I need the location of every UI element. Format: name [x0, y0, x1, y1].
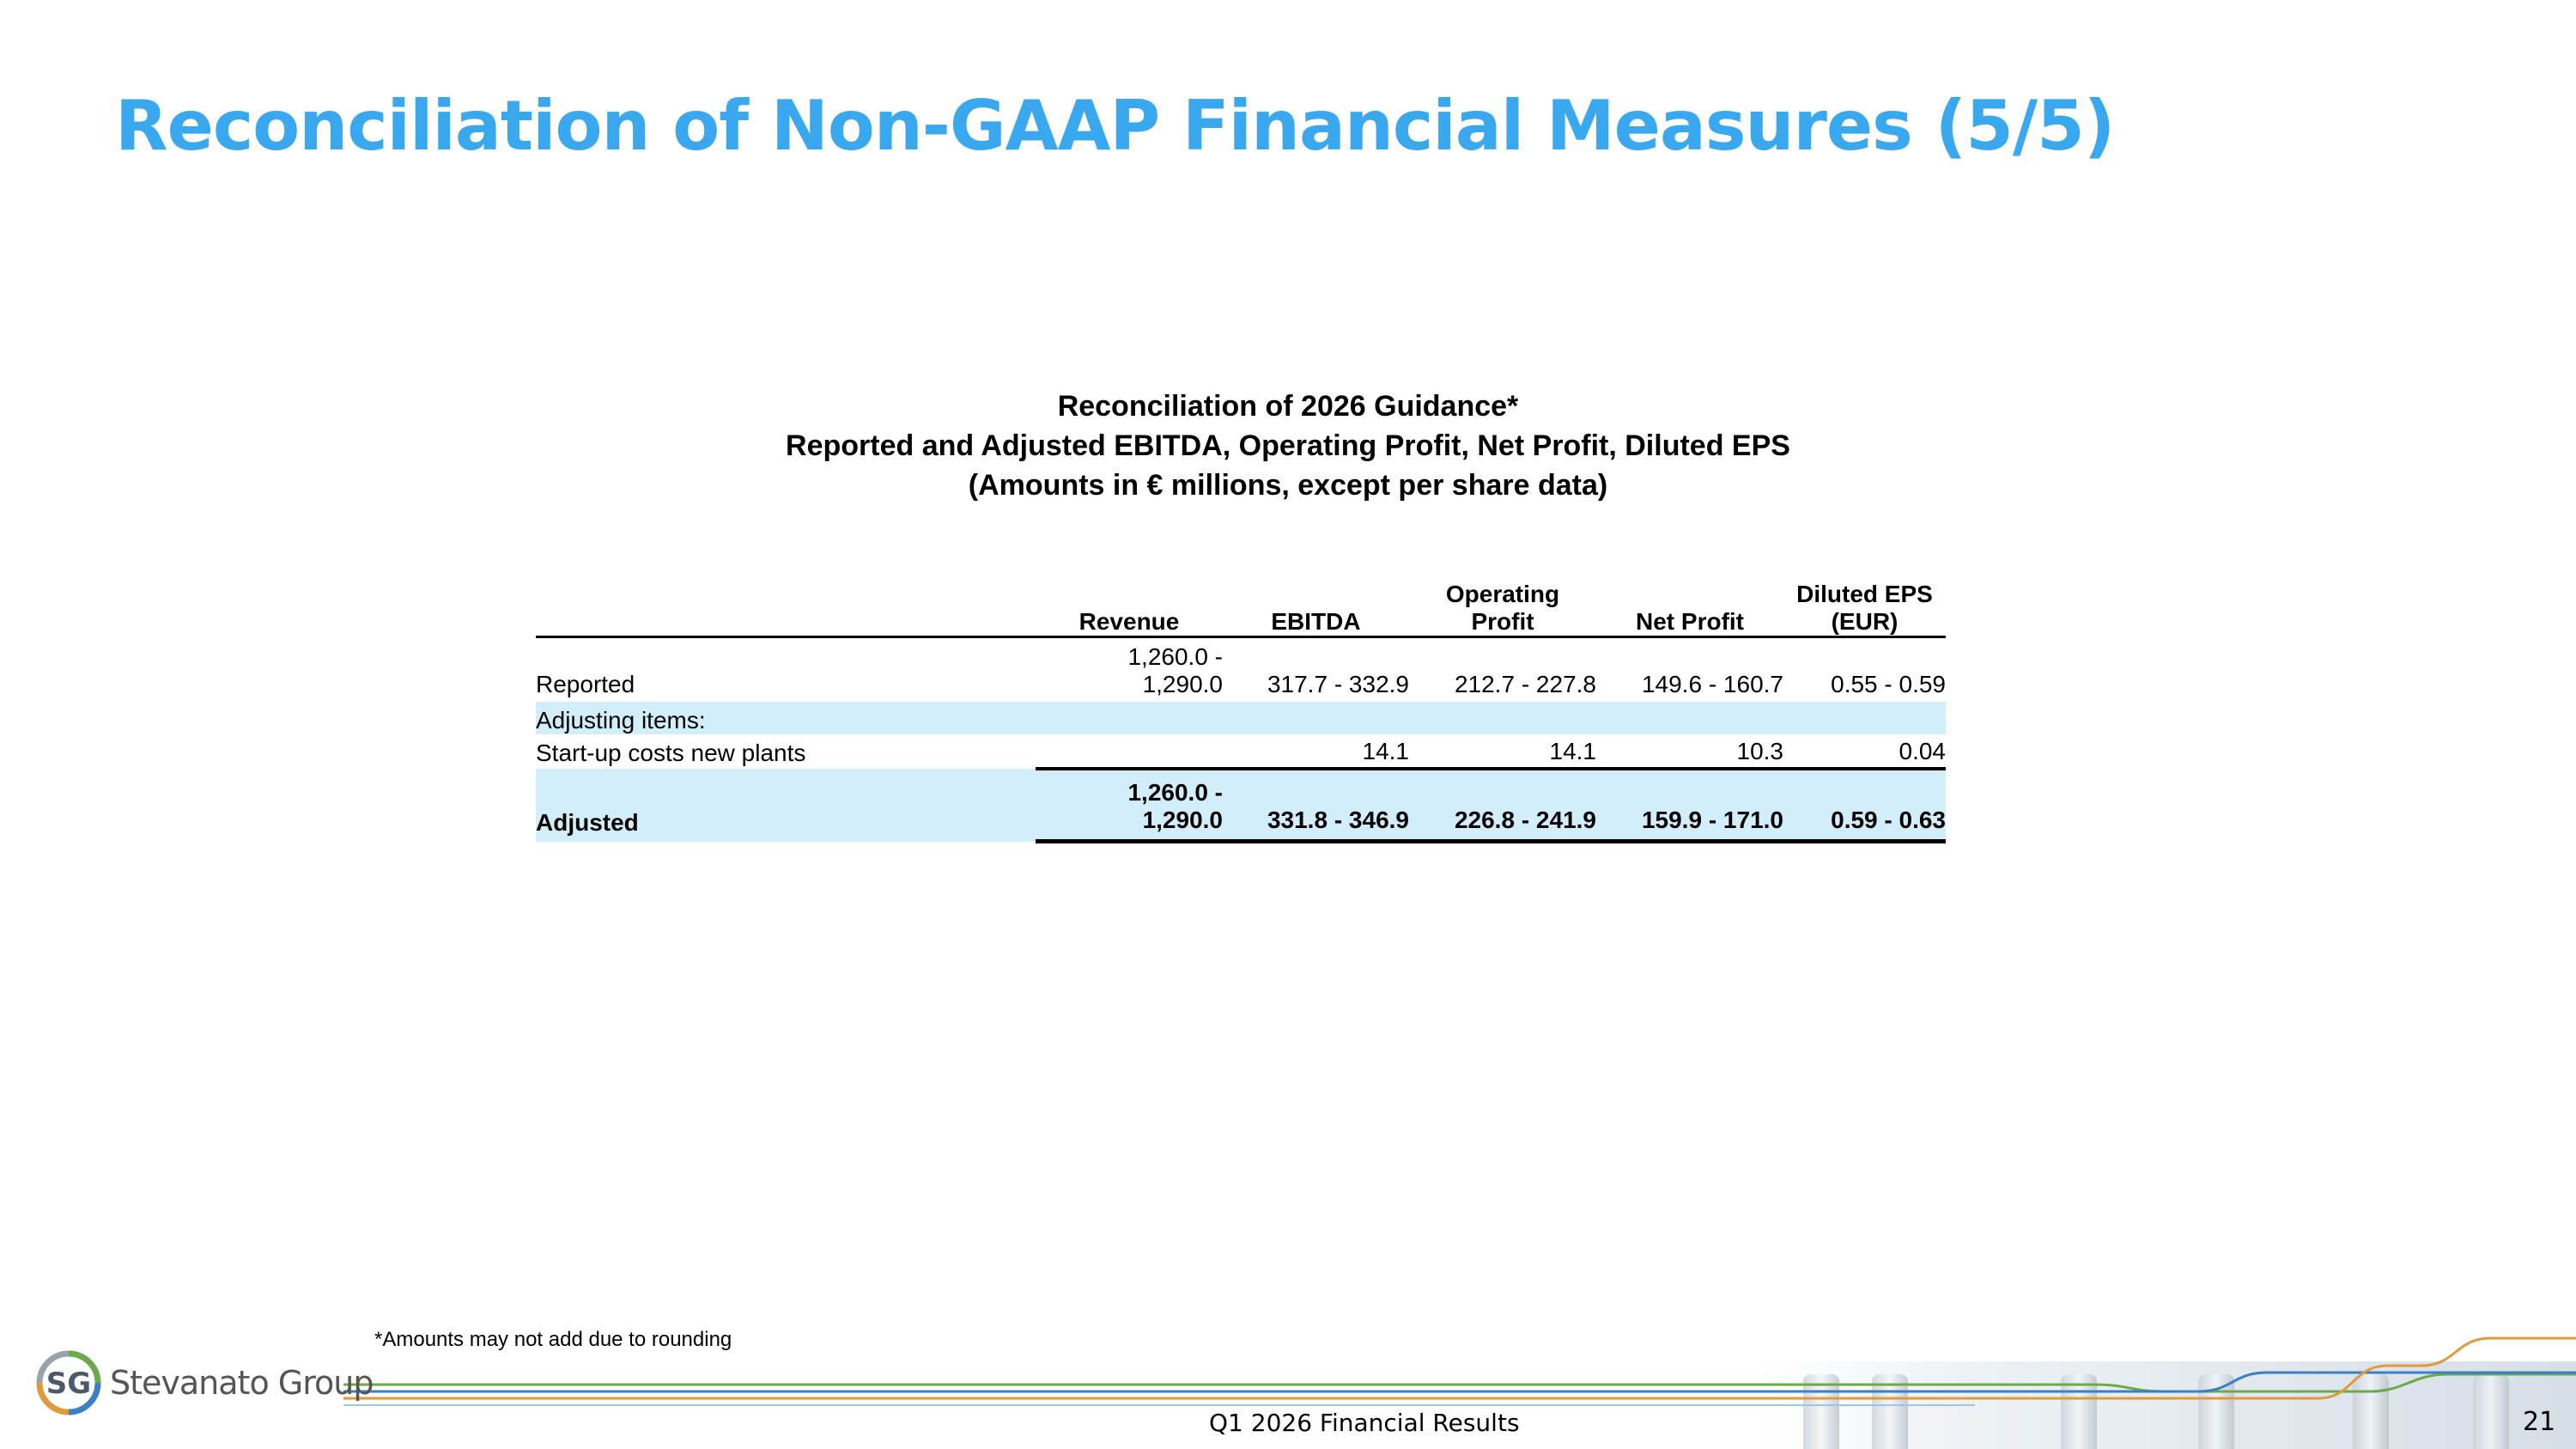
header-operating-profit-line-2: Profit: [1471, 608, 1534, 635]
company-logo: [34, 1349, 373, 1417]
table-heading-line-2: Reported and Adjusted EBITDA, Operating Profit, Net Profit, Diluted EPS: [786, 429, 1790, 462]
reported-diluted-eps: 0.55 - 0.59: [1831, 671, 1946, 697]
table-row-adjusting-items: [536, 702, 1946, 734]
header-ebitda: EBITDA: [1223, 567, 1409, 637]
table-header-row: [536, 567, 1946, 637]
header-blank: [536, 567, 1036, 637]
header-revenue: Revenue: [1036, 567, 1223, 637]
footer-orange-line: [343, 1338, 2576, 1398]
adjusted-net-profit: 159.9 - 171.0: [1596, 769, 1783, 842]
footer-blue-line: [343, 1373, 2576, 1391]
adjusting-items-empty-cell: [1036, 702, 1223, 734]
startup-costs-ebitda: 14.1: [1223, 734, 1409, 769]
reconciliation-table: [536, 567, 1946, 843]
reported-revenue: [1036, 637, 1223, 703]
reported-ebitda: 317.7 - 332.9: [1267, 671, 1409, 697]
adjusted-revenue-line-2: 1,290.0: [1142, 807, 1223, 833]
footer-caption: Q1 2026 Financial Results: [1209, 1409, 1520, 1437]
adjusted-diluted-eps: 0.59 - 0.63: [1783, 769, 1946, 842]
sg-logo-icon: [34, 1349, 103, 1417]
row-label-startup-costs: Start-up costs new plants: [536, 740, 806, 766]
slide-title: Reconciliation of Non-GAAP Financial Measures (5/5): [115, 86, 2115, 166]
adjusted-revenue-line-1: 1,260.0 -: [1127, 779, 1223, 806]
footnote: *Amounts may not add due to rounding: [374, 1328, 732, 1351]
table-row-reported: [536, 637, 1946, 703]
table-heading-line-3: (Amounts in € millions, except per share data): [968, 469, 1608, 502]
reported-net-profit: 149.6 - 160.7: [1641, 671, 1783, 697]
startup-costs-operating-profit: 14.1: [1409, 734, 1596, 769]
header-diluted-eps-line-1: Diluted EPS: [1796, 581, 1933, 607]
reported-revenue-line-1: 1,260.0 -: [1127, 643, 1223, 670]
header-diluted-eps-line-2: (EUR): [1831, 608, 1899, 635]
startup-costs-net-profit: 10.3: [1596, 734, 1783, 769]
row-label-reported: Reported: [536, 671, 635, 697]
table-row-startup-costs: [536, 734, 1946, 769]
row-label-adjusted: Adjusted: [536, 769, 1036, 842]
adjusted-ebitda: 331.8 - 346.9: [1223, 769, 1409, 842]
table-heading-line-1: Reconciliation of 2026 Guidance*: [1057, 390, 1519, 423]
reported-revenue-line-2: 1,290.0: [1142, 671, 1223, 697]
adjusted-operating-profit: 226.8 - 241.9: [1409, 769, 1596, 842]
header-net-profit: Net Profit: [1596, 567, 1783, 637]
adjusting-items-empty-cell: [1783, 702, 1946, 734]
header-diluted-eps: [1783, 567, 1946, 637]
adjusting-items-empty-cell: [1409, 702, 1596, 734]
table-row-adjusted: [536, 769, 1946, 842]
table-heading: [0, 387, 2576, 505]
startup-costs-revenue: [1036, 734, 1223, 769]
page-number: 21: [2523, 1407, 2556, 1437]
reported-operating-profit: 212.7 - 227.8: [1454, 671, 1596, 697]
row-label-adjusting-items: Adjusting items:: [536, 702, 1036, 734]
header-operating-profit: [1409, 567, 1596, 637]
header-operating-profit-line-1: Operating: [1445, 581, 1560, 607]
adjusting-items-empty-cell: [1596, 702, 1783, 734]
adjusting-items-empty-cell: [1223, 702, 1409, 734]
logo-wordmark: Stevanato Group: [110, 1364, 374, 1402]
adjusted-revenue: [1036, 769, 1223, 842]
startup-costs-diluted-eps: 0.04: [1783, 734, 1946, 769]
logo-initials: SG: [46, 1367, 92, 1401]
